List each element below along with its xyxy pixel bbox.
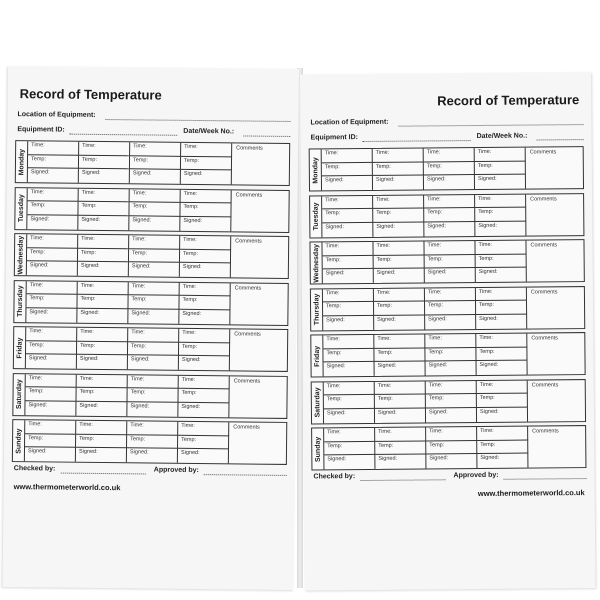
approved-by-field[interactable] — [504, 478, 587, 480]
time-cell[interactable]: Time: — [322, 242, 373, 256]
left-page — [3, 66, 299, 590]
day-entry-grid — [323, 334, 527, 377]
temp-cell[interactable]: Temp: — [476, 254, 527, 268]
day-label-cell — [312, 382, 324, 423]
day-row-wednesday — [309, 239, 584, 284]
temp-cell[interactable]: Temp: — [130, 156, 181, 170]
checked-by-field[interactable] — [361, 479, 446, 481]
signed-cell[interactable]: Signed: — [130, 170, 181, 184]
day-row-thursday — [310, 286, 585, 331]
time-cell[interactable]: Time: — [27, 234, 78, 248]
time-cell[interactable]: Time: — [77, 374, 128, 388]
day-label-cell — [310, 196, 322, 237]
signed-cell[interactable]: Signed: — [128, 309, 179, 323]
temp-cell[interactable]: Temp: — [323, 302, 374, 316]
temp-cell[interactable]: Temp: — [27, 201, 78, 215]
day-entry-grid — [25, 374, 229, 417]
website-url: www.thermometerworld.co.uk — [13, 482, 121, 493]
temp-cell[interactable]: Temp: — [374, 302, 425, 316]
signed-cell[interactable]: Signed: — [424, 222, 475, 236]
temp-cell[interactable]: Temp: — [77, 295, 128, 309]
time-cell[interactable]: Time: — [28, 141, 79, 155]
temp-cell[interactable]: Temp: — [27, 248, 78, 262]
time-cell[interactable]: Time: — [181, 189, 232, 203]
checked-by-field[interactable] — [61, 473, 146, 475]
time-cell[interactable]: Time: — [476, 287, 527, 301]
time-cell[interactable]: Time: — [26, 327, 77, 341]
time-cell[interactable]: Time: — [324, 381, 375, 395]
day-name: Friday — [313, 345, 321, 367]
temp-cell[interactable]: Temp: — [322, 209, 373, 223]
temp-cell[interactable]: Temp: — [476, 347, 527, 361]
temp-cell[interactable]: Temp: — [28, 155, 79, 169]
temp-cell[interactable]: Temp: — [128, 295, 179, 309]
equipment-id-label: Equipment ID: — [17, 126, 65, 134]
comments-cell[interactable]: Comments — [532, 428, 559, 435]
day-name: Tuesday — [17, 194, 25, 223]
signed-cell[interactable]: Signed: — [178, 403, 229, 417]
location-label: Location of Equipment: — [310, 118, 389, 127]
day-row-sunday — [12, 419, 287, 465]
signed-cell[interactable]: Signed: — [425, 268, 476, 282]
time-cell[interactable]: Time: — [323, 335, 374, 349]
approved-by-label: Approved by: — [453, 471, 499, 480]
temp-cell[interactable]: Temp: — [178, 435, 229, 449]
temp-cell[interactable]: Temp: — [78, 248, 129, 262]
temp-cell[interactable]: Temp: — [375, 441, 426, 455]
day-row-tuesday — [14, 187, 289, 233]
signed-cell[interactable]: Signed: — [25, 448, 76, 462]
signed-cell[interactable]: Signed: — [374, 315, 425, 329]
signed-cell[interactable]: Signed: — [324, 362, 375, 376]
signed-cell[interactable]: Signed: — [128, 356, 179, 370]
signed-cell[interactable]: Signed: — [129, 263, 180, 277]
day-label-cell — [16, 141, 28, 182]
day-name: Saturday — [15, 379, 23, 410]
day-name: Sunday — [314, 436, 322, 462]
comments-cell[interactable]: Comments — [234, 331, 261, 338]
comments-cell[interactable]: Comments — [234, 284, 262, 292]
day-label-cell — [15, 188, 27, 229]
signed-cell[interactable]: Signed: — [476, 314, 527, 328]
day-row-saturday — [12, 373, 287, 419]
signed-cell[interactable]: Signed: — [475, 221, 526, 235]
temp-cell[interactable]: Temp: — [180, 249, 231, 263]
temp-cell[interactable]: Temp: — [374, 348, 425, 362]
temp-cell[interactable]: Temp: — [425, 301, 476, 315]
temp-cell[interactable]: Temp: — [77, 341, 128, 355]
day-name: Saturday — [313, 387, 322, 418]
day-name: Friday — [15, 337, 24, 359]
time-cell[interactable]: Time: — [426, 381, 477, 395]
time-cell[interactable]: Time: — [76, 421, 127, 435]
signed-cell[interactable]: Signed: — [323, 269, 374, 283]
time-cell[interactable]: Time: — [128, 375, 179, 389]
checked-by-label: Checked by: — [313, 473, 356, 481]
temp-cell[interactable]: Temp: — [76, 434, 127, 448]
day-row-monday — [309, 146, 584, 191]
time-cell[interactable]: Time: — [424, 148, 475, 162]
day-label-cell — [14, 327, 26, 368]
temp-cell[interactable]: Temp: — [374, 255, 425, 269]
temp-cell[interactable]: Temp: — [76, 388, 127, 402]
temp-cell[interactable]: Temp: — [127, 435, 178, 449]
website-url: www.thermometerworld.co.uk — [477, 488, 585, 499]
signed-cell[interactable]: Signed: — [323, 316, 374, 330]
day-entry-grid — [25, 420, 229, 463]
time-cell[interactable]: Time: — [178, 422, 229, 436]
temp-cell[interactable]: Temp: — [425, 348, 476, 362]
time-cell[interactable]: Time: — [373, 195, 424, 209]
temp-cell[interactable]: Temp: — [127, 388, 178, 402]
signed-cell[interactable]: Signed: — [475, 175, 526, 189]
signed-cell[interactable]: Signed: — [26, 355, 77, 369]
time-cell[interactable]: Time: — [127, 421, 178, 435]
time-cell[interactable]: Time: — [374, 334, 425, 348]
day-name: Monday — [17, 148, 26, 175]
temp-cell[interactable]: Temp: — [475, 208, 526, 222]
day-entry-grid — [322, 194, 526, 237]
day-entry-grid — [28, 141, 232, 184]
time-cell[interactable]: Time: — [323, 288, 374, 302]
time-cell[interactable]: Time: — [179, 375, 230, 389]
temp-cell[interactable]: Temp: — [128, 342, 179, 356]
location-label: Location of Equipment: — [17, 111, 96, 119]
temp-cell[interactable]: Temp: — [424, 162, 475, 176]
time-cell[interactable]: Time: — [475, 194, 526, 208]
location-field[interactable] — [105, 119, 290, 122]
day-name: Thursday — [312, 293, 321, 326]
signed-cell[interactable]: Signed: — [322, 176, 373, 190]
time-cell[interactable]: Time: — [425, 288, 476, 302]
signed-cell[interactable]: Signed: — [477, 454, 528, 468]
day-row-friday — [13, 326, 288, 372]
time-cell[interactable]: Time: — [180, 282, 231, 296]
signed-cell[interactable]: Signed: — [180, 217, 231, 231]
time-cell[interactable]: Time: — [477, 380, 528, 394]
temp-cell[interactable]: Temp: — [178, 389, 229, 403]
time-cell[interactable]: Time: — [129, 282, 180, 296]
days-table — [12, 140, 290, 468]
date-week-field[interactable] — [537, 139, 584, 140]
signed-cell[interactable]: Signed: — [477, 361, 528, 375]
time-cell[interactable]: Time: — [180, 236, 231, 250]
page-title: Record of Temperature — [19, 86, 162, 103]
temp-cell[interactable]: Temp: — [475, 161, 526, 175]
day-entry-grid — [324, 380, 528, 423]
signed-cell[interactable]: Signed: — [476, 268, 527, 282]
time-cell[interactable]: Time: — [77, 328, 128, 342]
time-cell[interactable]: Time: — [373, 241, 424, 255]
signed-cell[interactable]: Signed: — [26, 308, 77, 322]
signed-cell[interactable]: Signed: — [373, 222, 424, 236]
day-label-cell — [14, 281, 26, 322]
signed-cell[interactable]: Signed: — [77, 355, 128, 369]
day-entry-grid — [26, 281, 230, 324]
checked-by-label: Checked by: — [13, 465, 56, 473]
comments-cell[interactable]: Comments — [235, 238, 262, 245]
time-cell[interactable]: Time: — [373, 148, 424, 162]
day-entry-grid — [26, 327, 230, 370]
signed-cell[interactable]: Signed: — [27, 262, 78, 276]
time-cell[interactable]: Time: — [25, 420, 76, 434]
temp-cell[interactable]: Temp: — [375, 395, 426, 409]
day-row-monday — [15, 140, 290, 186]
temp-cell[interactable]: Temp: — [78, 202, 129, 216]
comments-cell[interactable]: Comments — [236, 145, 263, 152]
equipment-id-field[interactable] — [69, 134, 177, 136]
signed-cell[interactable]: Signed: — [322, 223, 373, 237]
time-cell[interactable]: Time: — [424, 195, 475, 209]
signed-cell[interactable]: Signed: — [324, 409, 375, 423]
day-row-sunday — [311, 425, 586, 470]
temp-cell[interactable]: Temp: — [373, 209, 424, 223]
time-cell[interactable]: Time: — [324, 428, 375, 442]
day-name: Thursday — [16, 285, 24, 317]
temp-cell[interactable]: Temp: — [477, 440, 528, 454]
signed-cell[interactable]: Signed: — [129, 216, 180, 230]
temp-cell[interactable]: Temp: — [323, 349, 374, 363]
signed-cell[interactable]: Signed: — [375, 408, 426, 422]
signed-cell[interactable]: Signed: — [76, 402, 127, 416]
day-label-cell — [13, 374, 25, 415]
equipment-id-field[interactable] — [363, 140, 471, 142]
signed-cell[interactable]: Signed: — [78, 216, 129, 230]
comments-cell[interactable]: Comments — [530, 288, 558, 296]
temp-cell[interactable]: Temp: — [477, 394, 528, 408]
comments-cell[interactable]: Comments — [233, 424, 260, 431]
date-week-label: Date/Week No.: — [476, 132, 528, 141]
day-row-thursday — [13, 280, 288, 326]
signed-cell[interactable]: Signed: — [373, 176, 424, 190]
approved-by-label: Approved by: — [153, 466, 199, 475]
signed-cell[interactable]: Signed: — [477, 407, 528, 421]
time-cell[interactable]: Time: — [477, 427, 528, 441]
days-table — [309, 146, 587, 474]
time-cell[interactable]: Time: — [78, 281, 129, 295]
signed-cell[interactable]: Signed: — [425, 315, 476, 329]
comments-cell[interactable]: Comments — [530, 242, 558, 249]
comments-cell[interactable]: Comments — [235, 191, 263, 199]
date-week-field[interactable] — [243, 135, 290, 136]
time-cell[interactable]: Time: — [179, 329, 230, 343]
signed-cell[interactable]: Signed: — [324, 455, 375, 469]
day-row-saturday — [311, 379, 586, 424]
time-cell[interactable]: Time: — [375, 427, 426, 441]
time-cell[interactable]: Time: — [129, 235, 180, 249]
temp-cell[interactable]: Temp: — [26, 294, 77, 308]
temp-cell[interactable]: Temp: — [324, 442, 375, 456]
temp-cell[interactable]: Temp: — [426, 394, 477, 408]
temp-cell[interactable]: Temp: — [179, 342, 230, 356]
time-cell[interactable]: Time: — [128, 328, 179, 342]
equipment-id-label: Equipment ID: — [310, 134, 359, 142]
signed-cell[interactable]: Signed: — [374, 269, 425, 283]
time-cell[interactable]: Time: — [26, 374, 77, 388]
day-entry-grid — [27, 188, 231, 231]
day-label-cell — [310, 149, 322, 190]
comments-cell[interactable]: Comments — [530, 195, 557, 203]
day-label-cell — [13, 420, 25, 461]
signed-cell[interactable]: Signed: — [178, 449, 229, 463]
comments-cell[interactable]: Comments — [233, 377, 261, 385]
time-cell[interactable]: Time: — [424, 241, 475, 255]
comments-cell[interactable]: Comments — [531, 381, 559, 389]
temp-cell[interactable]: Temp: — [426, 441, 477, 455]
signed-cell[interactable]: Signed: — [375, 455, 426, 469]
time-cell[interactable]: Time: — [28, 188, 79, 202]
day-name: Wednesday — [16, 235, 25, 275]
location-field[interactable] — [398, 124, 583, 127]
signed-cell[interactable]: Signed: — [78, 262, 129, 276]
signed-cell[interactable]: Signed: — [375, 362, 426, 376]
day-row-wednesday — [14, 233, 289, 279]
time-cell[interactable]: Time: — [475, 148, 526, 162]
time-cell[interactable]: Time: — [130, 189, 181, 203]
temp-cell[interactable]: Temp: — [373, 162, 424, 176]
time-cell[interactable]: Time: — [322, 195, 373, 209]
comments-cell[interactable]: Comments — [529, 149, 557, 156]
time-cell[interactable]: Time: — [78, 235, 129, 249]
temp-cell[interactable]: Temp: — [324, 395, 375, 409]
temp-cell[interactable]: Temp: — [181, 156, 232, 170]
time-cell[interactable]: Time: — [130, 142, 181, 156]
signed-cell[interactable]: Signed: — [25, 401, 76, 415]
temp-cell[interactable]: Temp: — [26, 341, 77, 355]
day-label-cell — [310, 242, 322, 283]
time-cell[interactable]: Time: — [79, 188, 130, 202]
right-page — [300, 72, 595, 591]
time-cell[interactable]: Time: — [322, 149, 373, 163]
temp-cell[interactable]: Temp: — [323, 256, 374, 270]
time-cell[interactable]: Time: — [374, 288, 425, 302]
time-cell[interactable]: Time: — [79, 142, 130, 156]
day-row-tuesday — [309, 193, 584, 238]
signed-cell[interactable]: Signed: — [426, 361, 477, 375]
signed-cell[interactable]: Signed: — [27, 215, 78, 229]
time-cell[interactable]: Time: — [181, 143, 232, 157]
signed-cell[interactable]: Signed: — [28, 169, 79, 183]
signed-cell[interactable]: Signed: — [181, 170, 232, 184]
day-entry-grid — [323, 287, 527, 330]
temp-cell[interactable]: Temp: — [25, 434, 76, 448]
signed-cell[interactable]: Signed: — [76, 448, 127, 462]
signed-cell[interactable]: Signed: — [77, 309, 128, 323]
day-entry-grid — [27, 234, 231, 277]
temp-cell[interactable]: Temp: — [129, 202, 180, 216]
day-label-cell — [312, 428, 324, 469]
time-cell[interactable]: Time: — [425, 334, 476, 348]
time-cell[interactable]: Time: — [475, 241, 526, 255]
signed-cell[interactable]: Signed: — [424, 175, 475, 189]
signed-cell[interactable]: Signed: — [426, 454, 477, 468]
day-row-friday — [310, 332, 585, 377]
date-week-label: Date/Week No.: — [183, 127, 235, 136]
signed-cell[interactable]: Signed: — [179, 310, 230, 324]
day-name: Monday — [311, 156, 319, 184]
day-label-cell — [311, 289, 323, 330]
temp-cell[interactable]: Temp: — [425, 255, 476, 269]
temp-cell[interactable]: Temp: — [79, 155, 130, 169]
temp-cell[interactable]: Temp: — [476, 301, 527, 315]
comments-cell[interactable]: Comments — [531, 335, 558, 342]
day-label-cell — [311, 335, 323, 376]
day-name: Wednesday — [312, 243, 320, 283]
signed-cell[interactable]: Signed: — [127, 449, 178, 463]
day-name: Sunday — [14, 427, 23, 454]
day-label-cell — [15, 234, 27, 275]
approved-by-field[interactable] — [204, 474, 287, 476]
signed-cell[interactable]: Signed: — [179, 356, 230, 370]
signed-cell[interactable]: Signed: — [180, 263, 231, 277]
time-cell[interactable]: Time: — [476, 334, 527, 348]
time-cell[interactable]: Time: — [426, 427, 477, 441]
temp-cell[interactable]: Temp: — [129, 249, 180, 263]
temp-cell[interactable]: Temp: — [25, 387, 76, 401]
day-entry-grid — [322, 241, 526, 284]
temp-cell[interactable]: Temp: — [180, 203, 231, 217]
signed-cell[interactable]: Signed: — [79, 169, 130, 183]
temp-cell[interactable]: Temp: — [322, 163, 373, 177]
temp-cell[interactable]: Temp: — [424, 208, 475, 222]
signed-cell[interactable]: Signed: — [127, 402, 178, 416]
time-cell[interactable]: Time: — [375, 381, 426, 395]
signed-cell[interactable]: Signed: — [426, 408, 477, 422]
time-cell[interactable]: Time: — [27, 281, 78, 295]
day-name: Tuesday — [312, 202, 320, 231]
day-entry-grid — [324, 427, 528, 470]
temp-cell[interactable]: Temp: — [179, 296, 230, 310]
day-entry-grid — [322, 148, 526, 191]
page-title: Record of Temperature — [437, 92, 580, 109]
